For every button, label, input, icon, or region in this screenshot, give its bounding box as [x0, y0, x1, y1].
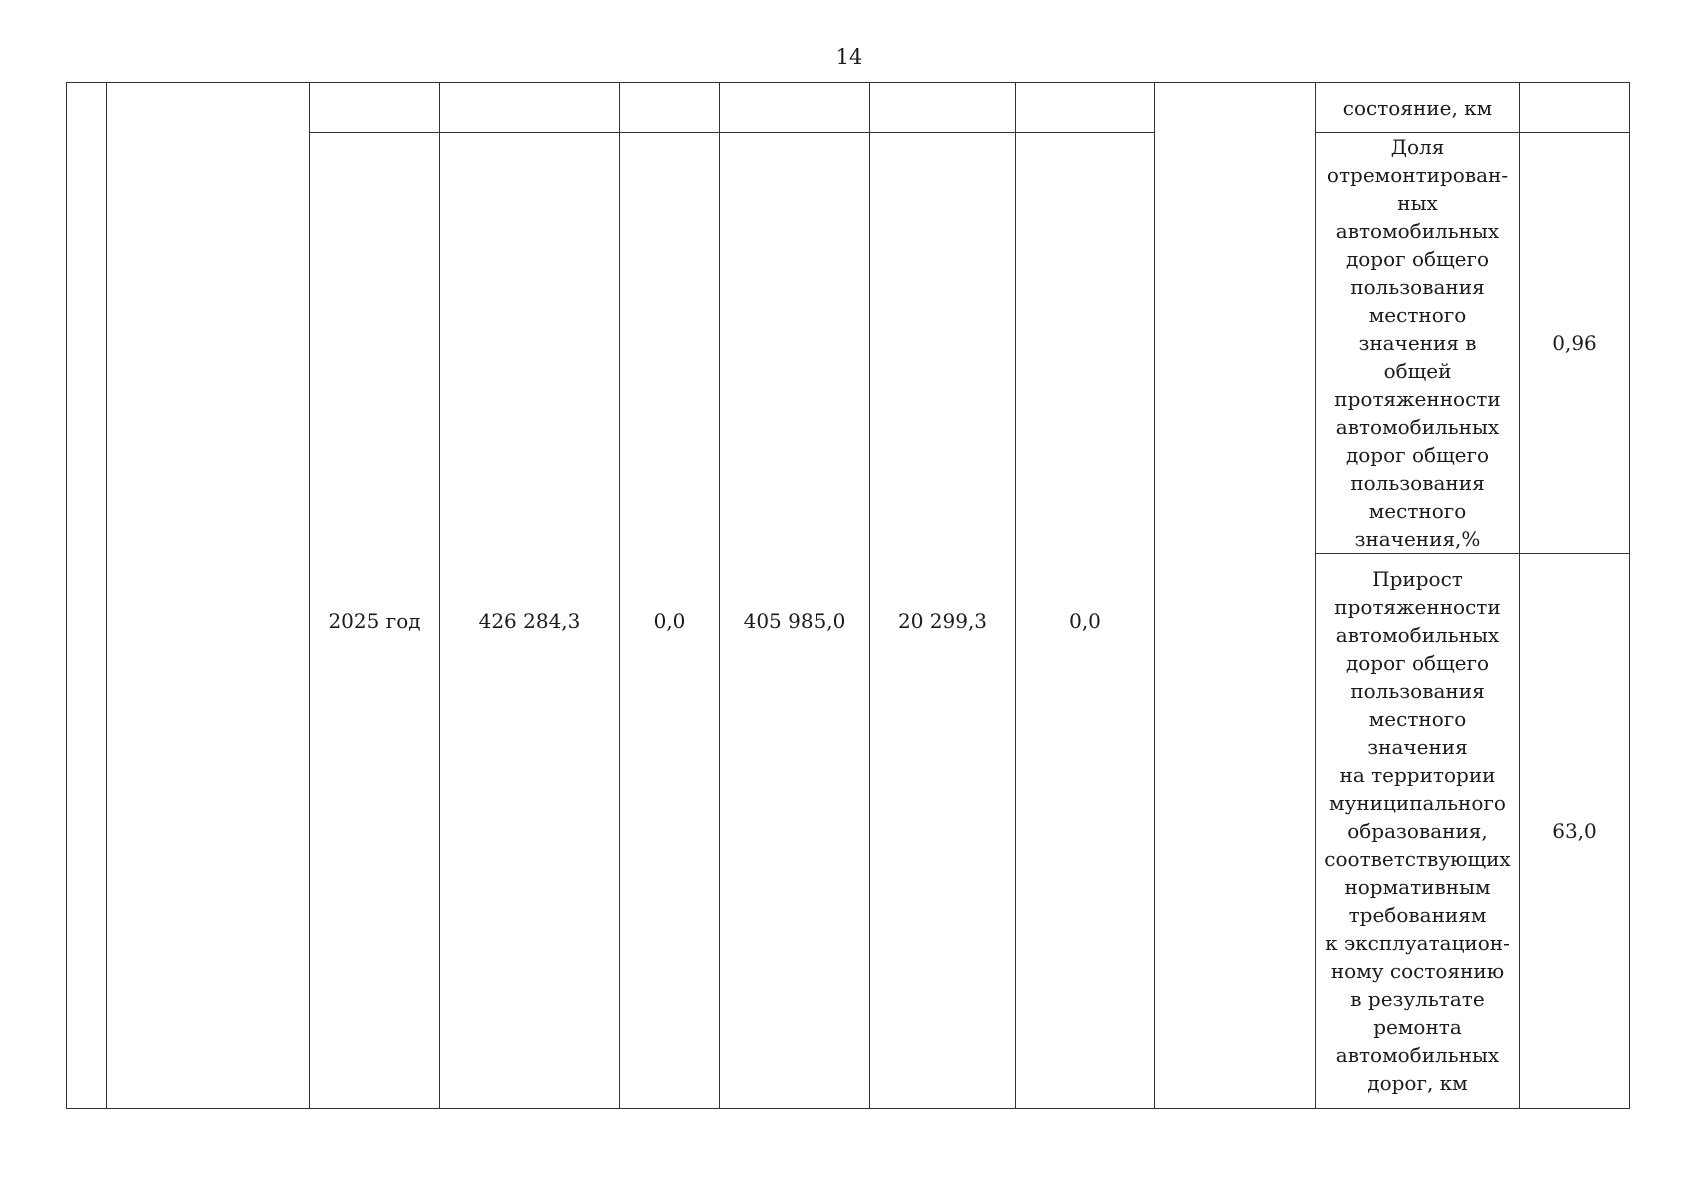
- page-number: 14: [835, 45, 863, 69]
- local-cell: 20 299,3: [870, 133, 1016, 1109]
- number-cell: [67, 83, 107, 1109]
- total-cell-empty: [440, 83, 620, 133]
- other-cell: 0,0: [1016, 133, 1155, 1109]
- federal-cell-empty: [620, 83, 720, 133]
- financing-table: [66, 82, 1630, 1109]
- year-cell-empty: [310, 83, 440, 133]
- indicator-name-cell: Прирост протяженности автомобильных дорог общего пользования местного значения на территории муниципального образования, соответствующих нормативным требованиям к эксплуатацион- ному состоянию в результате ремонта автомобильных дорог, км: [1316, 554, 1520, 1109]
- indicator-value-cell: 63,0: [1520, 554, 1630, 1109]
- program-table: [66, 82, 1629, 1100]
- federal-cell: 0,0: [620, 133, 720, 1109]
- indicator-value-cell: [1520, 83, 1630, 133]
- indicator-name-cell: Доля отремонтирован- ных автомобильных дорог общего пользования местного значения в общей протяженности автомобильных дорог общего пользования местного значения,%: [1316, 133, 1520, 554]
- name-cell: [107, 83, 310, 1109]
- executor-cell: [1155, 83, 1316, 1109]
- regional-cell: 405 985,0: [720, 133, 870, 1109]
- total-cell: 426 284,3: [440, 133, 620, 1109]
- year-cell: 2025 год: [310, 133, 440, 1109]
- indicator-name-cell: состояние, км: [1316, 83, 1520, 133]
- local-cell-empty: [870, 83, 1016, 133]
- regional-cell-empty: [720, 83, 870, 133]
- indicator-value-cell: 0,96: [1520, 133, 1630, 554]
- table-row: [67, 83, 1630, 133]
- other-cell-empty: [1016, 83, 1155, 133]
